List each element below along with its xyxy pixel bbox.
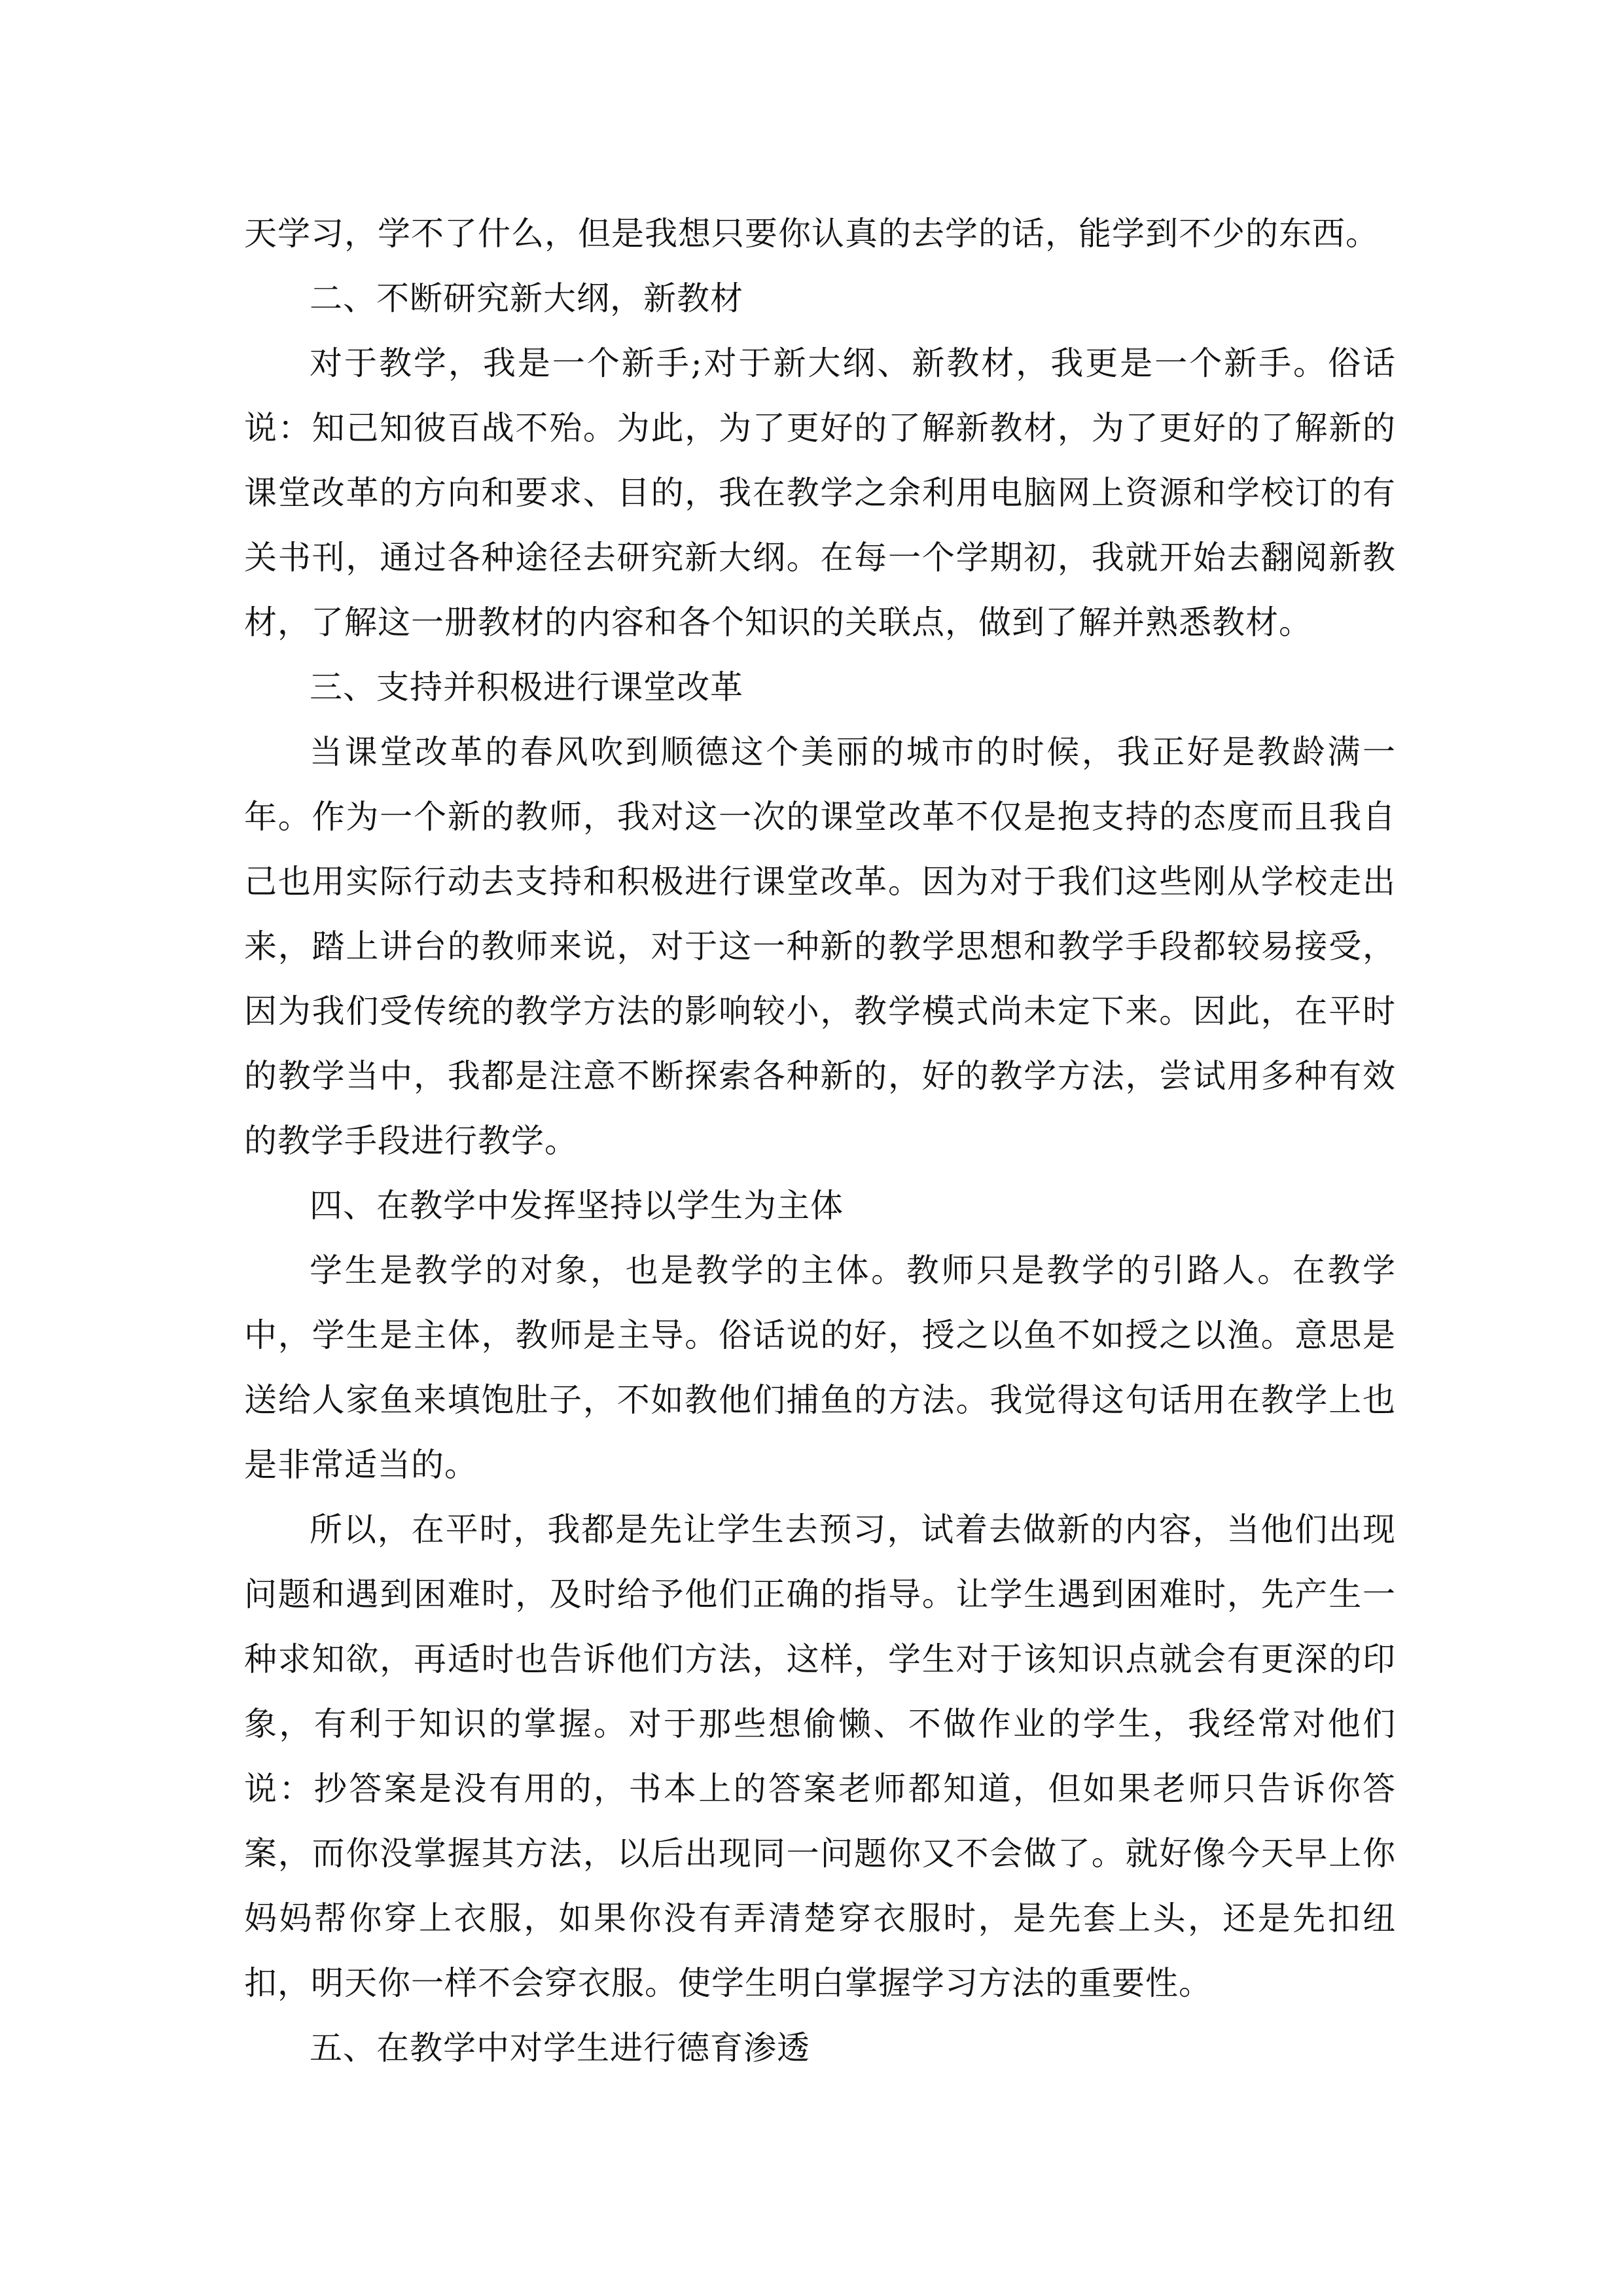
section-heading-3: 三、支持并积极进行课堂改革 bbox=[310, 668, 743, 706]
section-heading-5: 五、在教学中对学生进行德育渗透 bbox=[310, 2029, 810, 2067]
paragraph-preview-method: 所以，在平时，我都是先让学生去预习，试着去做新的内容，当他们出现问题和遇到困难时，及时给予他们正确的指导。让学生遇到困难时，先产生一种求知欲，再适时也告诉他们方法，这样，学生对于该知识点就会有更深的印象，有利于知识的掌握。对于那些想偷懒、不做作业的学生，我经常对他们说：抄答案是没有用的，书本上的答案老师都知道，但如果老师只告诉你答案，而你没掌握其方法，以后出现同一问题你又不会做了。就好像今天早上你妈妈帮你穿上衣服，如果你没有弄清楚穿衣服时，是先套上头，还是先扣纽扣，明天你一样不会穿衣服。使学生明白掌握学习方法的重要性。 bbox=[244, 1511, 1396, 2002]
document-body bbox=[244, 202, 1396, 2081]
paragraph-new-syllabus: 对于教学，我是一个新手;对于新大纲、新教材，我更是一个新手。俗话说：知己知彼百战不殆。为此，为了更好的了解新教材，为了更好的了解新的课堂改革的方向和要求、目的，我在教学之余利用电脑网上资源和学校订的有关书刊，通过各种途径去研究新大纲。在每一个学期初，我就开始去翻阅新教材，了解这一册教材的内容和各个知识的关联点，做到了解并熟悉教材。 bbox=[244, 344, 1396, 641]
section-heading-2: 二、不断研究新大纲，新教材 bbox=[310, 279, 743, 317]
paragraph-continuation: 天学习，学不了什么，但是我想只要你认真的去学的话，能学到不少的东西。 bbox=[244, 215, 1379, 253]
paragraph-student-subject: 学生是教学的对象，也是教学的主体。教师只是教学的引路人。在教学中，学生是主体，教师是主导。俗话说的好，授之以鱼不如授之以渔。意思是送给人家鱼来填饱肚子，不如教他们捕鱼的方法。我觉得这句话用在教学上也是非常适当的。 bbox=[244, 1251, 1396, 1484]
section-heading-4: 四、在教学中发挥坚持以学生为主体 bbox=[310, 1187, 844, 1225]
paragraph-classroom-reform: 当课堂改革的春风吹到顺德这个美丽的城市的时候，我正好是教龄满一年。作为一个新的教师，我对这一次的课堂改革不仅是抱支持的态度而且我自己也用实际行动去支持和积极进行课堂改革。因为对于我们这些刚从学校走出来，踏上讲台的教师来说，对于这一种新的教学思想和教学手段都较易接受，因为我们受传统的教学方法的影响较小，教学模式尚未定下来。因此，在平时的教学当中，我都是注意不断探索各种新的，好的教学方法，尝试用多种有效的教学手段进行教学。 bbox=[244, 733, 1396, 1160]
